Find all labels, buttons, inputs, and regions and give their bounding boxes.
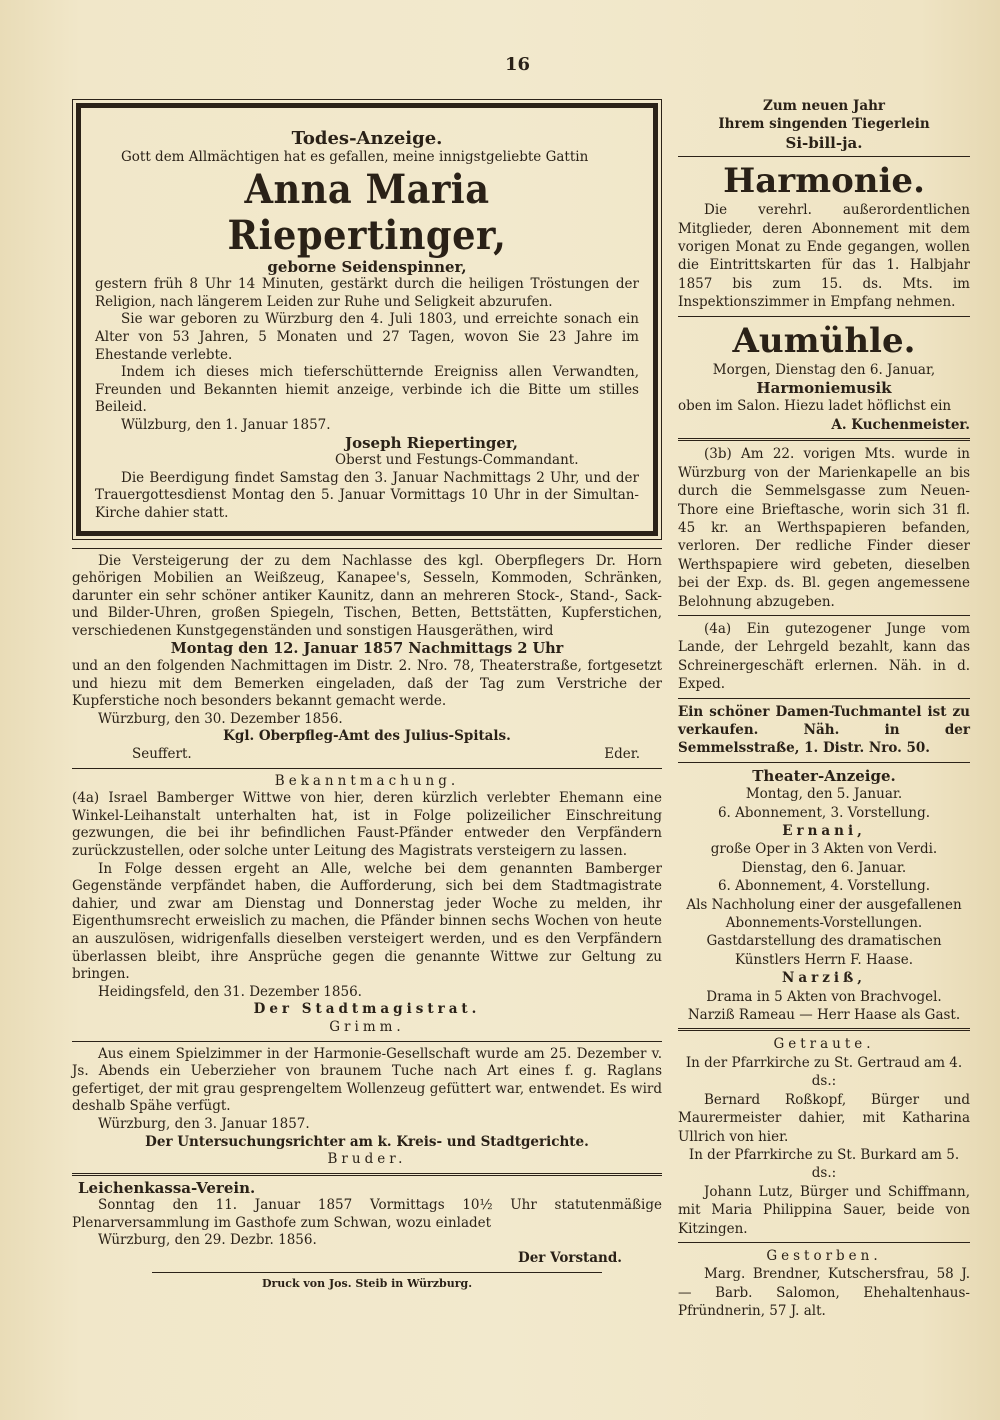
deceased-born: geborne Seidenspinner, — [267, 257, 467, 276]
auction-text1: Die Versteigerung der zu dem Nachlasse des kgl. Oberpflegers Dr. Horn gehörigen Mobilien an Weißzeug, Kanapee's, Sesseln, Kommoden, Schränken, darunter ein sehr schöner antiker Kaunitz, dann an mehreren Stock-, Stand-, Sack- und Bilder-Uhren, großen Spiegeln, Tischen, Betten, Bettstätten, Kupferstichen, verschiedenen Kunstgegenständen und sonstigen Hausgeräthen, wird — [72, 552, 662, 639]
theft-office: Der Untersuchungsrichter am k. Kreis- und Stadtgerichte. — [145, 1133, 589, 1150]
theater-line1: Montag, den 5. Januar. — [745, 786, 903, 803]
theater-title: Theater-Anzeige. — [752, 766, 896, 785]
divider — [678, 615, 970, 616]
divider — [678, 1242, 970, 1243]
aumuehle-notice — [678, 321, 970, 435]
theater-line5: Dienstag, den 6. Januar. — [741, 859, 907, 876]
page-number: 16 — [505, 54, 531, 75]
death-notice-text2: Sie war geboren zu Würzburg den 4. Juli 1803, und erreichte sonach ein Alter von 53 Jahren, 5 Monaten und 27 Tagen, wovon Sie 23 Jahre im Ehestande verlebte. — [95, 311, 639, 363]
theater-line8: Gastdarstellung des dramatischen Künstlers Herrn F. Haase. — [706, 933, 942, 968]
aumuehle-line1: Morgen, Dienstag den 6. Januar, — [712, 361, 936, 378]
death-notice-title: Todes-Anzeige. — [291, 128, 443, 149]
auction-sig-right: Eder. — [604, 746, 640, 763]
newyear-line3: Si-bill-ja. — [785, 133, 863, 152]
deaths-notice — [678, 1247, 970, 1321]
aumuehle-line3: oben im Salon. Hiezu ladet höflichst ein — [678, 398, 952, 415]
auction-text2: und an den folgenden Nachmittagen im Distr. 2. Nro. 78, Theaterstraße, fortgesetzt und hiezu mit dem Bemerken eingeladen, daß der Tag zum Verstriche der Kupferstiche noch besonders bekannt gemacht werde. — [72, 658, 662, 710]
harmonie-text: Die verehrl. außerordentlichen Mitglieder, deren Abonnement mit dem vorigen Monat zu Ende gegangen, wollen die Eintrittskarten für das 1. Halbjahr 1857 bis zum 15. ds. Mts. im Inspektionszimmer in Empfang nehmen. — [678, 202, 970, 311]
funeral-fund-place-date: Würzburg, den 29. Dezbr. 1856. — [98, 1232, 317, 1249]
theater-line7: Als Nachholung einer der ausgefallenen Abonnements-Vorstellungen. — [686, 896, 962, 932]
death-notice-intro: Gott dem Allmächtigen hat es gefallen, meine innigstgeliebte Gattin — [121, 149, 589, 165]
theft-text1: Aus einem Spielzimmer in der Harmonie-Gesellschaft wurde am 25. Dezember v. Js. Abends ein Ueberzieher von braunem Tuche nach Art eines f. g. Raglans gefertiget, der mit grau gesprengeltem Wollenzeug gefüttert war, entwendet. Es wird deshalb Spähe verfügt. — [72, 1045, 662, 1115]
weddings-line1: In der Pfarrkirche zu St. Gertraud am 4. ds.: — [685, 1054, 963, 1090]
theater-line9: Narziß, — [782, 970, 866, 987]
auction-notice — [72, 553, 662, 764]
weddings-line2: Bernard Roßkopf, Bürger und Maurermeister dahier, mit Katharina Ullrich von hier. — [678, 1091, 970, 1145]
divider — [678, 156, 970, 157]
auction-sig-left: Seuffert. — [132, 746, 192, 763]
theater-line11: Narziß Rameau — Herr Haase als Gast. — [687, 1007, 961, 1024]
divider — [72, 768, 662, 769]
death-notice-text4: Die Beerdigung findet Samstag den 3. Januar Nachmittags 2 Uhr, und der Trauergottesdienst Montag den 5. Januar Vormittags 10 Uhr in der Simultan-Kirche dahier statt. — [95, 469, 639, 521]
theater-line3: Ernani, — [782, 823, 866, 839]
auction-place-date: Würzburg, den 30. Dezember 1856. — [98, 710, 343, 727]
announcement — [72, 773, 662, 1037]
lost-wallet-notice: (3b) Am 22. vorigen Mts. wurde in Würzburg von der Marienkapelle an bis durch die Semmelsgasse zum Neuen-Thore eine Brieftasche, worin sich 31 fl. 45 kr. an Werthspapieren befanden, verloren. Der redliche Finder dieser Werthspapiere wird gebeten, dieselben bei der Exp. ds. Bl. gegen angemessene Belohnung abzugeben. — [678, 446, 970, 610]
divider — [72, 1173, 662, 1176]
apprentice-notice: (4a) Ein gutezogener Junge vom Lande, der Lehrgeld bezahlt, kann das Schreinergeschäft erlernen. Näh. in d. Exped. — [678, 620, 970, 693]
theft-signer: Bruder. — [327, 1151, 407, 1168]
deaths-title: Gestorben. — [766, 1247, 882, 1264]
announcement-text1: (4a) Israel Bamberger Wittwe von hier, deren kürzlich verlebter Ehemann eine Winkel-Leihanstalt unterhalten hat, ist in Folge polizeilicher Einschreitung gezwungen, die bei ihr befindlichen Faust-Pfänder entweder den Verpfändern zurückzustellen, oder solche unter Leitung des Magistrats versteigern zu lassen. — [72, 790, 662, 859]
deaths-line1: Marg. Brendner, Kutschersfrau, 58 J. — Barb. Salomon, Ehehaltenhaus-Pfründnerin, 57 J. alt. — [678, 1266, 970, 1320]
weddings-line4: Johann Lutz, Bürger und Schiffmann, mit Maria Philippina Sauer, beide von Kitzingen. — [678, 1183, 970, 1237]
theater-notice — [678, 767, 970, 1025]
divider — [678, 762, 970, 763]
auction-office: Kgl. Oberpfleg-Amt des Julius-Spitals. — [223, 728, 511, 745]
left-column — [72, 97, 662, 1290]
harmonie-notice — [678, 161, 970, 311]
aumuehle-line2: Harmoniemusik — [756, 379, 892, 398]
funeral-fund-notice — [72, 1180, 662, 1268]
funeral-fund-title: Leichenkassa-Verein. — [78, 1178, 256, 1197]
death-notice-place-date: Wülzburg, den 1. Januar 1857. — [121, 416, 331, 433]
harmonie-title: Harmonie. — [723, 161, 925, 202]
divider — [678, 698, 970, 699]
death-notice-signer-title: Oberst und Festungs-Commandant. — [335, 452, 579, 469]
theater-line2: 6. Abonnement, 3. Vorstellung. — [717, 804, 931, 821]
right-column — [678, 97, 970, 1321]
theft-place-date: Würzburg, den 3. Januar 1857. — [98, 1115, 310, 1132]
deceased-name: Anna Maria Riepertinger, — [227, 165, 507, 259]
newyear-line1: Zum neuen Jahr — [762, 98, 886, 114]
aumuehle-line4: A. Kuchenmeister. — [831, 416, 970, 433]
death-notice-box — [76, 103, 658, 536]
divider — [72, 1041, 662, 1042]
coat-for-sale-notice: Ein schöner Damen-Tuchmantel ist zu verkaufen. Näh. in der Semmelsstraße, 1. Distr. Nro. 50. — [678, 703, 970, 757]
death-notice-text1: gestern früh 8 Uhr 14 Minuten, gestärkt durch die heiligen Tröstungen der Religion, nach längerem Leiden zur Ruhe und Seligkeit abzurufen. — [95, 276, 639, 310]
funeral-fund-text1: Sonntag den 11. Januar 1857 Vormittags 10½ Uhr statutenmäßige Plenarversammlung im Gasthofe zum Schwan, wozu einladet — [72, 1197, 662, 1231]
divider — [152, 1272, 602, 1273]
divider — [678, 316, 970, 317]
theater-line4: große Oper in 3 Akten von Verdi. — [710, 841, 938, 858]
weddings-title: Getraute. — [773, 1036, 875, 1053]
announcement-place-date: Heidingsfeld, den 31. Dezember 1856. — [98, 983, 362, 1000]
death-notice-text3: Indem ich dieses mich tieferschütternde Ereigniss allen Verwandten, Freunden und Bekannten hiemit anzeige, verbinde ich die Bitte um stilles Beileid. — [95, 364, 639, 416]
divider — [678, 1028, 970, 1031]
weddings-line3: In der Pfarrkirche zu St. Burkard am 5. ds.: — [688, 1146, 960, 1182]
printer-imprint: Druck von Jos. Steib in Würzburg. — [261, 1276, 473, 1290]
announcement-office: Der Stadtmagistrat. — [253, 1001, 481, 1018]
announcement-text2: In Folge dessen ergeht an Alle, welche bei dem genannten Bamberger Gegenstände verpfändet haben, die Aufforderung, sich bei dem Stadtmagistrate dahier, und zwar am Dienstag und Donnerstag jeder Woche zu melden, ihr Eigenthumsrecht erweislich zu machen, die Pfänder binnen sechs Wochen von heute an auszulösen, widrigenfalls dieselben versteigert werden, und es den Verpfändern überlassen bleibt, ihre Ansprüche gegen die genannte Wittwe zur Geltung zu bringen. — [72, 860, 662, 983]
newyear-line2: Ihrem singenden Tiegerlein — [718, 116, 930, 133]
announcement-signer: Grimm. — [329, 1018, 405, 1035]
newyear-greeting — [678, 97, 970, 152]
aumuehle-title: Aumühle. — [732, 320, 916, 361]
announcement-title: Bekanntmachung. — [274, 772, 460, 789]
divider — [72, 548, 662, 549]
auction-signatures — [72, 746, 662, 764]
weddings-notice — [678, 1035, 970, 1237]
divider — [678, 438, 970, 441]
auction-date-line: Montag den 12. Januar 1857 Nachmittags 2 Uhr — [170, 640, 564, 658]
funeral-fund-signer: Der Vorstand. — [518, 1250, 622, 1267]
theft-notice — [72, 1046, 662, 1169]
theater-line6: 6. Abonnement, 4. Vorstellung. — [717, 878, 931, 895]
death-notice-signer: Joseph Riepertinger, — [345, 433, 518, 452]
theater-line10: Drama in 5 Akten von Brachvogel. — [706, 988, 942, 1005]
